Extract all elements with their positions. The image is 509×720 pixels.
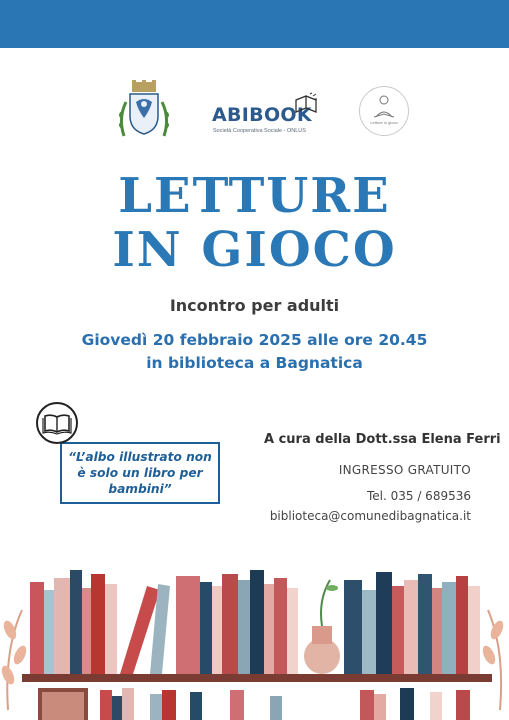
title-line-1: LETTURE: [118, 168, 391, 224]
circle-logo-text: Letture in gioco: [370, 120, 398, 125]
email-address[interactable]: biblioteca@comunedibagnatica.it: [269, 509, 471, 523]
abibook-name: ABIBOOK: [212, 104, 312, 126]
bookshelf-illustration: [0, 560, 509, 720]
letture-in-gioco-logo: [359, 86, 409, 136]
event-date: Giovedì 20 febbraio 2025 alle ore 20.45: [81, 331, 428, 349]
abibook-tagline: Società Cooperativa Sociale - ONLUS: [213, 128, 306, 134]
title-line-2: IN GIOCO: [112, 222, 397, 278]
open-book-icon: [36, 402, 78, 444]
event-place: in biblioteca a Bagnatica: [146, 354, 363, 372]
abibook-logo: [208, 92, 318, 136]
quote-box: [60, 442, 220, 504]
subtitle: Incontro per adulti: [169, 296, 340, 315]
phone-number: Tel. 035 / 689536: [366, 489, 471, 503]
top-banner-bar: [0, 0, 509, 48]
quote-line-2: è solo un libro per: [77, 466, 203, 480]
entry-free: INGRESSO GRATUITO: [338, 463, 471, 477]
books-icon: [294, 92, 318, 114]
curator-line: A cura della Dott.ssa Elena Ferri: [264, 432, 501, 447]
reader-icon: [360, 87, 408, 135]
comune-crest-logo: [116, 78, 172, 142]
quote-line-3: bambini”: [108, 482, 172, 496]
quote-line-1: “L’albo illustrato non: [68, 450, 212, 464]
